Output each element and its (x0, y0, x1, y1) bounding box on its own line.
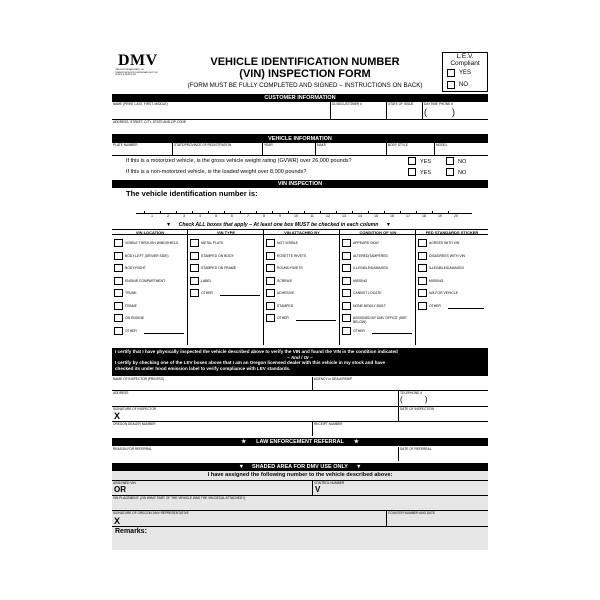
lev-label: L.E.V. Compliant (450, 53, 480, 67)
checkbox[interactable] (114, 264, 123, 272)
dmv-logo (115, 53, 163, 75)
vin-digit-cell[interactable] (224, 204, 240, 218)
other-write-in-line[interactable] (448, 308, 484, 309)
counter-number-label: COUNTER NUMBER AND DATE (388, 511, 436, 515)
checkbox-label: MISSING (429, 278, 444, 283)
column-header: VIN ATTACHED BY (264, 230, 340, 235)
checklist-column (188, 230, 264, 345)
down-arrow-icon: ▼ (166, 222, 172, 228)
checkbox[interactable] (114, 327, 123, 335)
other-write-in-line[interactable] (220, 295, 260, 296)
law-enforcement-bar (112, 438, 488, 446)
checkbox[interactable] (114, 314, 123, 322)
daytime-phone-label: DAYTIME PHONE # (424, 102, 453, 106)
vin-digit-cell[interactable] (144, 204, 160, 218)
vin-digit-number: 5 (215, 214, 217, 218)
column-header: VIN TYPE (188, 230, 264, 235)
other-write-in-line[interactable] (372, 333, 412, 334)
checkbox-label: ROUND RIVETS (277, 266, 303, 270)
checkbox[interactable] (190, 264, 199, 272)
remarks-field[interactable] (152, 527, 482, 547)
checkbox-label: OTHER (277, 316, 289, 320)
vin-digit-number: 7 (247, 214, 249, 218)
customer-info-bar: CUSTOMER INFORMATION (112, 94, 488, 102)
or-text: OR (114, 485, 126, 494)
dmv-rep-signature-x[interactable]: X (114, 516, 121, 526)
vin-inspection-bar: VIN INSPECTION (112, 180, 488, 188)
vin-digit-number: 8 (263, 214, 265, 218)
vin-digit-cell[interactable] (240, 204, 256, 218)
checkbox[interactable] (266, 239, 275, 247)
vin-digit-number: 12 (326, 214, 330, 218)
vin-digit-number: 14 (358, 214, 362, 218)
lev-no-label: NO (459, 82, 468, 88)
vin-digit-cell[interactable] (304, 204, 320, 218)
checkbox-label: AGREES WITH VIN (429, 241, 460, 245)
checklist-column (416, 230, 488, 345)
other-write-in-line[interactable] (144, 333, 184, 334)
checkbox[interactable] (114, 252, 123, 260)
lev-yes-checkbox[interactable] (447, 69, 455, 77)
checkbox-label: FRAME (125, 303, 137, 308)
vin-digit-number: 4 (199, 214, 201, 218)
receipt-number-label: RECEIPT NUMBER (314, 422, 343, 426)
down-arrow-icon: ▼ (238, 464, 245, 470)
vin-digit-cell[interactable] (384, 204, 400, 218)
checkbox-label: OTHER (353, 328, 365, 333)
checkbox[interactable] (190, 277, 199, 285)
checkbox[interactable] (342, 327, 351, 335)
checkbox-label: DISAGREES WITH VIN (429, 253, 465, 258)
vin-digit-cell[interactable] (368, 204, 384, 218)
dmv-logo-subtext: OREGON DEPARTMENT OF TRANSPORTATION DRIVER AND MOTOR VEHICLE SERVICES (115, 69, 158, 77)
checkbox-label: LABEL (201, 278, 212, 283)
vin-digit-number: 18 (422, 214, 426, 218)
checkbox[interactable] (266, 277, 275, 285)
customer-phone-field[interactable]: ( ) (424, 107, 455, 117)
vin-digit-number: 1 (151, 214, 153, 218)
state-issue-label: STATE OF ISSUE (388, 102, 414, 106)
star-icon: ★ (353, 439, 359, 445)
customer-name-field[interactable] (112, 106, 330, 119)
vin-digit-cell[interactable] (400, 204, 416, 218)
vin-digit-cell[interactable] (272, 204, 288, 218)
remarks-label: Remarks: (115, 528, 147, 535)
control-v-text: V (315, 485, 321, 494)
dmv-only-title: SHADED AREA FOR DMV USE ONLY (252, 464, 348, 470)
checkbox-label: ON ENGINE (125, 316, 145, 320)
checkbox-label: ILLEGIBLE/DAMAGED (429, 266, 465, 270)
dmv-shaded-area (112, 471, 488, 550)
checklist-column (264, 230, 340, 345)
checkbox[interactable] (114, 239, 123, 247)
vin-digit-cell[interactable] (336, 204, 352, 218)
vin-digit-number: 10 (294, 214, 298, 218)
checkbox-label: STAMPED ON FRAME (201, 266, 236, 270)
checkbox-label: VISIBLE THROUGH WINDSHIELD (125, 241, 179, 245)
dmv-logo-text: DMV (118, 52, 158, 69)
vehicle-info-bar: VEHICLE INFORMATION (112, 135, 488, 143)
checkbox[interactable] (190, 289, 199, 297)
checkbox-label: N/A FOR VEHICLE (429, 291, 459, 295)
checkbox-label: TRUNK (125, 291, 137, 295)
checkbox[interactable] (418, 302, 427, 310)
form-title-line2: (VIN) INSPECTION FORM (239, 68, 371, 80)
checkbox-label: OTHER (201, 291, 213, 295)
column-header: CONDITION OF VIN (340, 230, 416, 235)
other-write-in-line[interactable] (296, 320, 336, 321)
down-arrow-icon: ▼ (385, 222, 392, 228)
form-title-line1: VEHICLE IDENTIFICATION NUMBER (210, 56, 400, 68)
certify-line4: checked its under hood emission label to verify compliance with LEV standards. (115, 365, 291, 371)
vin-digit-cell[interactable] (208, 204, 224, 218)
gvwr-no-label: NO (458, 159, 467, 165)
control-number-label: CONTROL NUMBER (314, 481, 345, 485)
checkbox[interactable] (114, 277, 123, 285)
vin-digit-cell[interactable] (448, 204, 464, 218)
vin-digit-number: 16 (390, 214, 394, 218)
loaded-yes-label: YES (420, 170, 432, 176)
law-enforcement-title: LAW ENFORCEMENT REFERRAL (256, 439, 344, 445)
vin-digit-number: 6 (231, 214, 233, 218)
loaded-no-label: NO (458, 170, 467, 176)
checkbox-label: ENGINE COMPARTMENT (125, 278, 166, 283)
vin-placement-label: VIN PLACEMENT: (ON WHAT PART OF THE VEHICLE WAS THE VIN DECAL ATTACHED?) (113, 496, 246, 500)
certify-line2: – And / Or – (287, 354, 313, 360)
inspector-phone-field[interactable]: ( ) (400, 395, 428, 404)
checkbox-label: ROSETTE RIVETS (277, 253, 307, 258)
checkbox[interactable] (418, 277, 427, 285)
referral-date-label: DATE OF REFERRAL (400, 447, 432, 451)
checkbox-label: ALTERED/TAMPERED (353, 253, 388, 258)
checkbox-label: CANNOT LOCATE (353, 291, 382, 295)
agency-label: AGENCY or DEALERSHIP (314, 377, 353, 381)
checkbox-label: ADHESIVE (277, 291, 295, 295)
dmv-rep-signature-label: SIGNATURE OF OREGON DMV REPRESENTATIVE (113, 511, 189, 515)
checkbox-label: OTHER (125, 328, 137, 333)
star-icon: ★ (241, 439, 247, 445)
vin-digit-cell[interactable] (288, 204, 304, 218)
loaded-no-checkbox[interactable] (446, 168, 454, 176)
checklist-column (112, 230, 188, 345)
checkbox[interactable] (418, 264, 427, 272)
vin-digit-row[interactable] (136, 200, 472, 218)
vin-digit-number: 19 (438, 214, 442, 218)
customer-address-label: ADDRESS, STREET, CITY, STATE AND ZIP CODE (113, 120, 186, 124)
checkbox[interactable] (266, 252, 275, 260)
checklist-column (340, 230, 416, 345)
dmv-only-bar (112, 463, 488, 471)
checkbox[interactable] (114, 289, 123, 297)
inspector-phone-label: TELEPHONE # (400, 391, 422, 395)
checkbox[interactable] (342, 252, 351, 260)
checkbox-label: STAMPED (277, 303, 294, 308)
gvwr-question: If this is a motorized vehicle, is the gross vehicle weight rating (GVWR) over 26,000 pounds? (126, 158, 352, 164)
dealer-number-label: OREGON DEALER NUMBER (113, 422, 156, 426)
checkbox[interactable] (418, 289, 427, 297)
vin-digit-number: 9 (279, 214, 281, 218)
inspector-address-label: ADDRESS (113, 391, 129, 395)
vehicle-year-label: YEAR (264, 143, 273, 147)
checkbox-label: BODY-LEFT (DRIVER SIDE) (125, 253, 169, 258)
checkbox-label: MISSING (353, 278, 368, 283)
checkbox[interactable] (266, 302, 275, 310)
checkbox[interactable] (342, 302, 351, 310)
column-header: VIN LOCATION (112, 230, 188, 235)
customer-address-field[interactable] (112, 124, 488, 134)
vin-digit-number: 13 (342, 214, 346, 218)
checkbox[interactable] (266, 314, 275, 322)
loaded-yes-checkbox[interactable] (408, 168, 416, 176)
vin-digit-number: 15 (374, 214, 378, 218)
column-header: FED STANDARDS STICKER (416, 230, 488, 235)
checkbox-label: NOT VISIBLE (277, 241, 298, 245)
vin-checklist (112, 229, 488, 344)
checkbox[interactable] (342, 264, 351, 272)
vin-digit-cell[interactable] (256, 204, 272, 218)
check-all-instruction (166, 222, 466, 228)
vin-digit-number: 11 (310, 214, 314, 218)
checkbox[interactable] (266, 289, 275, 297)
checkbox[interactable] (114, 302, 123, 310)
vin-digit-cell[interactable] (192, 204, 208, 218)
gvwr-no-checkbox[interactable] (446, 157, 454, 165)
certification-block (112, 348, 488, 376)
checkbox[interactable] (266, 264, 275, 272)
checkbox-label: ASSIGNED BY DMV OFFICE (SEE BELOW) (353, 316, 407, 324)
vin-prompt: The vehicle identification number is: (126, 189, 258, 198)
gvwr-yes-label: YES (420, 159, 432, 165)
down-arrow-icon: ▼ (355, 464, 362, 470)
checkbox-label: OTHER (429, 303, 441, 308)
vin-digit-number: 20 (454, 214, 458, 218)
checkbox-label: STAMPED ON BODY (201, 253, 234, 258)
checkbox-label: METAL PLATE (201, 241, 224, 245)
certify-line3: I certify by checking one of the LEV boxes above that I am an Oregon licensed dealer with this vehicle in my stock and have (115, 360, 386, 366)
dl-id-label: DL/ID/CUSTOMER # (332, 102, 362, 106)
checkbox[interactable] (190, 252, 199, 260)
vehicle-model-label: MODEL (436, 143, 448, 147)
state-registration-label: STATE/PROVINCE OF REGISTRATION (174, 143, 232, 147)
vin-digit-cell[interactable] (352, 204, 368, 218)
checkbox-label: ILLEGIBLE/DAMAGED (353, 266, 389, 270)
assigned-vin-label: ASSIGNED VIN (113, 481, 136, 485)
checkbox-label: BODY-RIGHT (125, 266, 146, 270)
checkbox[interactable] (418, 239, 427, 247)
vehicle-make-label: MAKE (317, 143, 327, 147)
vin-digit-cell[interactable] (160, 204, 176, 218)
plate-number-label: PLATE NUMBER (113, 143, 138, 147)
vin-digit-number: 3 (183, 214, 185, 218)
inspector-signature-x[interactable]: X (114, 411, 121, 421)
vin-digit-cell[interactable] (176, 204, 192, 218)
lev-no-checkbox[interactable] (447, 81, 455, 89)
inspector-signature-label: SIGNATURE OF INSPECTOR (113, 407, 157, 411)
checkbox[interactable] (342, 277, 351, 285)
loaded-weight-question: If this is a non-motorized vehicle, is the loaded weight over 8,000 pounds? (126, 169, 307, 175)
gvwr-yes-checkbox[interactable] (408, 157, 416, 165)
vin-digit-number: 2 (167, 214, 169, 218)
check-all-text: Check ALL boxes that apply – At least one box MUST be checked in each column (178, 222, 379, 228)
inspection-date-label: DATE OF INSPECTION (400, 407, 434, 411)
checkbox-label: NONE-NEWLY BUILT (353, 303, 386, 308)
lev-yes-label: YES (459, 70, 472, 76)
checkbox-label: SCREWS (277, 278, 292, 283)
vin-digit-cell[interactable] (432, 204, 448, 218)
inspector-name-label: NAME OF INSPECTOR (PRINTED) (113, 377, 164, 381)
customer-name-label: NAME (PRINT LAST, FIRST, MIDDLE) (113, 102, 168, 106)
vin-digit-cell[interactable] (320, 204, 336, 218)
checkbox[interactable] (342, 239, 351, 247)
assigned-number-text: I have assigned the following number to the vehicle described above: (207, 472, 393, 478)
certify-line1: I certify that I have physically inspected the vehicle described above to verify the VIN and found the VIN in the condition indicated (115, 349, 398, 354)
body-style-label: BODY STYLE (388, 143, 408, 147)
checkbox-label: APPEARS OKAY (353, 241, 380, 245)
lev-box (442, 52, 488, 92)
form-subtitle: (FORM MUST BE FULLY COMPLETED AND SIGNED – INSTRUCTIONS ON BACK) (187, 82, 423, 89)
vin-digit-number: 17 (406, 214, 410, 218)
checkbox[interactable] (342, 289, 351, 297)
checkbox[interactable] (342, 314, 351, 322)
vin-inspection-form (112, 50, 488, 550)
referral-reason-label: REASON FOR REFERRAL (113, 447, 152, 451)
checkbox[interactable] (418, 252, 427, 260)
checkbox[interactable] (190, 239, 199, 247)
vin-digit-cell[interactable] (416, 204, 432, 218)
